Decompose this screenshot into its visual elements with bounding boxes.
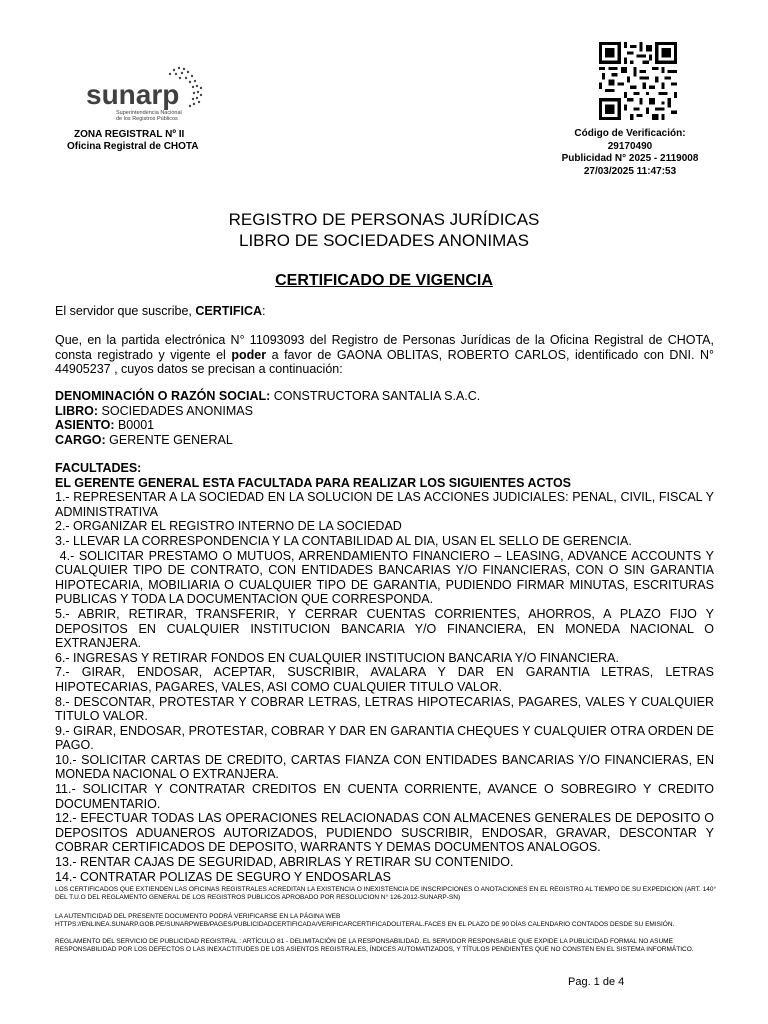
field-razon-social — [55, 389, 714, 404]
field-label: ASIENTO: — [55, 418, 115, 433]
facultades-title: FACULTADES: — [55, 461, 142, 475]
legal-note-articulo-140: LOS CERTIFICADOS QUE EXTIENDEN LAS OFICINAS REGISTRALES ACREDITAN LA EXISTENCIA O INEXISTENCIA DE INSCRIPCIONES O ANOTACIONES EN EL REGISTRO AL TIEMPO DE SU EXPEDICION (ART. 140° DEL T.U.O DEL REGLAMENTO GENERAL DE LOS REGISTROS PUBLICOS APROBADO POR RESOLUCION N° 126-2012-SUNARP-SN) — [55, 886, 717, 902]
facultad-item: 12.- EFECTUAR TODAS LAS OPERACIONES RELACIONADAS CON ALMACENES GENERALES DE DEPOSITO O DEPOSITOS ADUANEROS AUTORIZADOS, PUDIENDO SUSCRIBIR, ENDOSAR, GRAVAR, DESCONTAR Y COBRAR CERTIFICADOS DE DEPOSITO, WARRANTS Y DEMAS DOCUMENTOS ANALOGOS. — [55, 811, 714, 855]
field-label: CARGO: — [55, 432, 106, 447]
registry-title: REGISTRO DE PERSONAS JURÍDICAS — [228, 210, 540, 229]
field-cargo — [55, 433, 714, 448]
field-value: SOCIEDADES ANONIMAS — [98, 403, 253, 418]
facultad-item: 5.- ABRIR, RETIRAR, TRANSFERIR, Y CERRAR CUENTAS CORRIENTES, AHORROS, A PLAZO FIJO Y DEPOSITOS EN CUALQUIER INSTITUCION BANCARIA Y/O FINANCIERA, EN MONEDA NACIONAL O EXTRANJERA. — [55, 606, 714, 651]
facultad-item: 4.- SOLICITAR PRESTAMO O MUTUOS, ARRENDAMIENTO FINANCIERO – LEASING, ADVANCE ACCOUNTS Y CUALQUIER TIPO DE CONTRATO, CON ENTIDADES BANCARIAS Y/O FINANCIERAS, CON O SIN GARANTIA HIPOTECARIA, MOBILIARIA O CUALQUIER TIPO DE GARANTIA, PUDIENDO FIRMAR MINUTAS, ESCRITURAS PUBLICAS Y TODA LA DOCUMENTACION QUE CORRESPONDA. — [55, 548, 718, 607]
page-number: Pag. 1 de 4 — [568, 976, 625, 988]
facultad-item: 2.- ORGANIZAR EL REGISTRO INTERNO DE LA SOCIEDAD — [55, 519, 402, 534]
facultad-item: 8.- DESCONTAR, PROTESTAR Y COBRAR LETRAS, LETRAS HIPOTECARIAS, PAGARES, VALES Y CUALQUIER TITULO VALOR. — [55, 694, 714, 724]
logo-subtitle-2: de los Registros Públicos — [116, 116, 178, 122]
field-value: B0001 — [114, 418, 155, 433]
partida-paragraph — [55, 333, 714, 377]
partida-text-c: a favor de GAONA OBLITAS, ROBERTO CARLOS, identificado con DNI. N° 44905237 , cuyos datos se precisan a continuación: — [55, 347, 714, 377]
logo-wordmark: sunarp — [86, 79, 180, 110]
codigo-label: Código de Verificación: — [574, 128, 686, 139]
facultad-item: 1.- REPRESENTAR A LA SOCIEDAD EN LA SOLUCION DE LAS ACCIONES JUDICIALES: PENAL, CIVIL, FISCAL Y ADMINISTRATIVA — [55, 490, 714, 519]
facultades-subtitle: EL GERENTE GENERAL ESTA FACULTADA PARA REALIZAR LOS SIGUIENTES ACTOS — [55, 475, 572, 490]
verification-block — [540, 128, 720, 178]
certificate-title: CERTIFICADO DE VIGENCIA — [275, 272, 493, 289]
field-value: GERENTE GENERAL — [105, 432, 233, 447]
sunarp-logo — [86, 66, 226, 126]
codigo-value: 29170490 — [607, 140, 653, 152]
issue-datetime: 27/03/2025 11:47:53 — [583, 165, 677, 177]
facultad-item: 11.- SOLICITAR Y CONTRATAR CREDITOS EN CUENTA CORRIENTE, AVANCE O SOBREGIRO Y CREDITO DOCUMENTARIO. — [55, 782, 714, 811]
partida-text-a: Que, en la partida electrónica N° 11093093 del Registro de Personas Jurídicas de la Oficina Registral de CHOTA, consta registrado y vigente el — [55, 333, 714, 362]
book-title: LIBRO DE SOCIEDADES ANONIMAS — [238, 231, 529, 250]
facultad-item: 3.- LLEVAR LA CORRESPONDENCIA Y LA CONTABILIDAD AL DIA, USAN EL SELLO DE GERENCIA. — [55, 533, 632, 548]
zona-registral-block — [67, 129, 199, 153]
facultades-block — [55, 461, 718, 884]
field-libro — [55, 404, 714, 419]
field-label: DENOMINACIÓN O RAZÓN SOCIAL: — [55, 389, 271, 403]
facultad-item: 6.- INGRESAS Y RETIRAR FONDOS EN CUALQUIER INSTITUCION BANCARIA Y/O FINANCIERA. — [55, 650, 619, 665]
poder-bold: poder — [231, 347, 267, 362]
fields-block — [55, 389, 714, 447]
legal-note-articulo-81: REGLAMENTO DEL SERVICIO DE PUBLICIDAD REGISTRAL : ARTÍCULO 81 - DELIMITACIÓN DE LA RESPONSABILIDAD. EL SERVIDOR RESPONSABLE QUE EXPIDE LA PUBLICIDAD FORMAL NO ASUME RESPONSABILIDAD POR LOS DEFECTOS O LAS INEXACTITUDES DE LOS ASIENTOS REGISTRALES, ÍNDICES AUTOMATIZADOS, Y TÍTULOS PENDIENTES QUE NO CONSTEN EN EL SISTEMA INFORMÁTICO. — [55, 938, 694, 954]
certifica-text: El servidor que suscribe, — [55, 304, 196, 318]
field-value: CONSTRUCTORA SANTALIA S.A.C. — [270, 389, 481, 403]
certifica-bold: CERTIFICA — [195, 304, 263, 318]
legal-note-verification-url: LA AUTENTICIDAD DEL PRESENTE DOCUMENTO PODRÁ VERIFICARSE EN LA PÁGINA WEB HTTPS://ENLINEA.SUNARP.GOB.PE/SUNARPWEB/PAGES/PUBLICIDADCERTIFICADA/VERIFICARCERTIFICADOLITERAL.FACES EN EL PLAZO DE 90 DÍAS CALENDARIO CONTADOS DESDE SU EMISIÓN. — [55, 913, 675, 929]
facultad-item: 13.- RENTAR CAJAS DE SEGURIDAD, ABRIRLAS Y RETIRAR SU CONTENIDO. — [55, 855, 514, 870]
zona-registral: ZONA REGISTRAL Nº II — [74, 129, 185, 140]
field-asiento — [55, 418, 714, 433]
field-label: LIBRO: — [55, 403, 99, 418]
facultad-item: 10.- SOLICITAR CARTAS DE CREDITO, CARTAS FIANZA CON ENTIDADES BANCARIAS Y/O FINANCIERAS, EN MONEDA NACIONAL O EXTRANJERA. — [55, 752, 714, 782]
qr-code — [597, 42, 679, 120]
certifica-colon: : — [262, 304, 266, 318]
oficina-registral: Oficina Registral de CHOTA — [67, 141, 199, 152]
facultad-item: 14.- CONTRATAR POLIZAS DE SEGURO Y ENDOSARLAS — [55, 869, 391, 884]
facultad-item: 9.- GIRAR, ENDOSAR, PROTESTAR, COBRAR Y DAR EN GARANTIA CHEQUES Y CUALQUIER OTRA ORDEN DE PAGO. — [55, 723, 714, 753]
certifica-line — [55, 304, 714, 319]
logo-subtitle-1: Superintendencia Nacional — [116, 110, 182, 116]
facultad-item: 7.- GIRAR, ENDOSAR, ACEPTAR, SUSCRIBIR, AVALARA Y DAR EN GARANTIA LETRAS, LETRAS HIPOTECARIAS, PAGARES, VALES, ASI COMO CUALQUIER TITULO VALOR. — [55, 665, 714, 694]
publicidad-number: Publicidad N° 2025 - 2119008 — [561, 153, 699, 164]
